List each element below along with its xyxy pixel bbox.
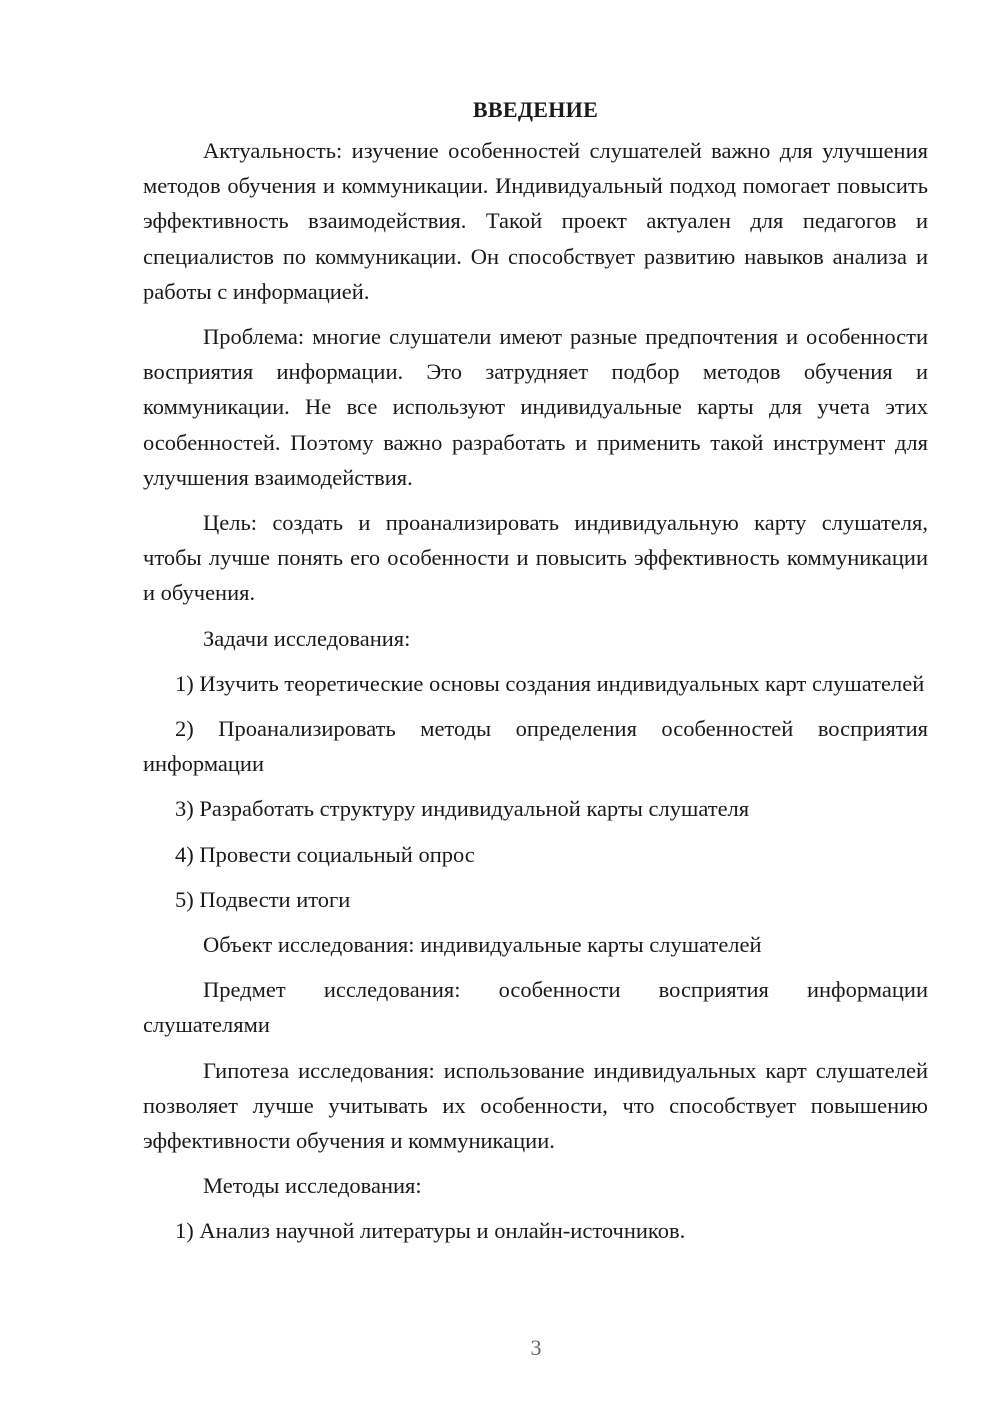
task-item-2: 2) Проанализировать методы определения особенностей восприятия информации bbox=[143, 716, 928, 777]
task-item-5: 5) Подвести итоги bbox=[175, 886, 351, 912]
paragraph-problem: Проблема: многие слушатели имеют разные предпочтения и особенности восприятия информации. Это затрудняет подбор методов обучения и коммуникации. Не все используют индивидуальные карты для учета этих особенностей. Поэтому важно разработать и применить такой инструмент для улучшения взаимодействия. bbox=[143, 324, 928, 490]
paragraph-subject: Предмет исследования: особенности восприятия информации слушателями bbox=[143, 977, 928, 1038]
method-item-1: 1) Анализ научной литературы и онлайн-источников. bbox=[175, 1218, 686, 1244]
paragraph-goal: Цель: создать и проанализировать индивидуальную карту слушателя, чтобы лучше понять его особенности и повысить эффективность коммуникации и обучения. bbox=[143, 510, 928, 606]
task-item-4: 4) Провести социальный опрос bbox=[175, 841, 475, 867]
paragraph-relevance: Актуальность: изучение особенностей слушателей важно для улучшения методов обучения и коммуникации. Индивидуальный подход помогает повысить эффективность взаимодействия. Такой проект актуален для педагогов и специалистов по коммуникации. Он способствует развитию навыков анализа и работы с информацией. bbox=[143, 138, 928, 304]
task-item-1: 1) Изучить теоретические основы создания индивидуальных карт слушателей bbox=[175, 670, 925, 696]
paragraph-hypothesis: Гипотеза исследования: использование индивидуальных карт слушателей позволяет лучше учитывать их особенности, что способствует повышению эффективности обучения и коммуникации. bbox=[143, 1057, 928, 1154]
methods-heading: Методы исследования: bbox=[203, 1173, 422, 1199]
paragraph-object: Объект исследования: индивидуальные карты слушателей bbox=[203, 932, 762, 958]
document-body bbox=[143, 95, 928, 1259]
task-item-3: 3) Разработать структуру индивидуальной карты слушателя bbox=[175, 796, 750, 822]
tasks-heading: Задачи исследования: bbox=[203, 625, 411, 651]
page-title: ВВЕДЕНИЕ bbox=[472, 97, 599, 122]
page-number: 3 bbox=[530, 1335, 542, 1360]
